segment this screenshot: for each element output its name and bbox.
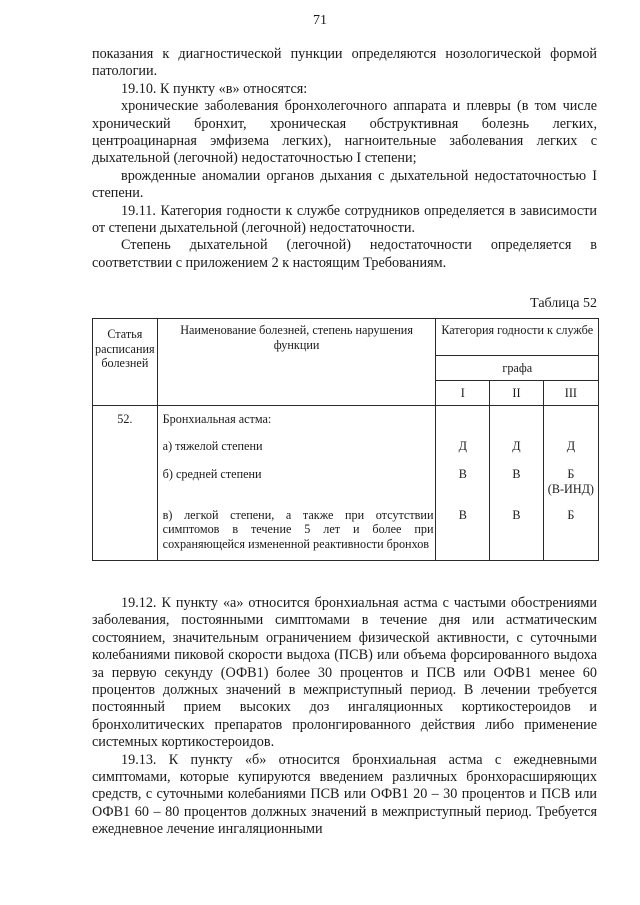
item-c-col-1: В	[458, 507, 467, 522]
item-b-col-1: В	[458, 467, 467, 482]
item-b-col-3-extra: (В-ИНД)	[547, 481, 594, 496]
item-a-name: а) тяжелой степени	[162, 438, 263, 453]
row-article: 52.	[93, 406, 158, 561]
table-header-row	[93, 319, 599, 356]
item-c-name: в) легкой степени, а также при отсутствии симптомов в течение 5 лет и более при сохраняющейся измененной реактивности бронхов	[162, 507, 434, 551]
item-b-name: б) средней степени	[162, 467, 262, 482]
item-a-col-2: Д	[512, 438, 521, 453]
item-a-col-3: Д	[566, 438, 576, 453]
bottom-text	[92, 595, 597, 839]
header-col-2: II	[490, 381, 544, 406]
header-col-1: I	[436, 381, 490, 406]
header-article: Статья расписания болезней	[93, 319, 158, 406]
item-b-col-2: В	[512, 467, 521, 482]
col-3-values	[543, 406, 598, 561]
item-c-col-3: Б	[567, 508, 575, 523]
item-a-col-1: Д	[458, 438, 467, 453]
paragraph-chronic-diseases: хронические заболевания бронхолегочного аппарата и плевры (в том числе хронический бронхит, хроническая обструктивная болезнь легких, центроацинарная эмфизема легких), нагноительные заболевания легких с дыхательной (легочной) недостаточностью I степени;	[92, 98, 597, 167]
table-caption: Таблица 52	[530, 296, 597, 311]
paragraph-degree: Степень дыхательной (легочной) недостаточности определяется в соответствии с приложением 2 к настоящим Требованиям.	[92, 237, 597, 271]
paragraph-continuation: показания к диагностической пункции определяются нозологической формой патологии.	[92, 46, 597, 80]
header-category: Категория годности к службе	[436, 319, 599, 356]
header-grafa: графа	[436, 356, 599, 381]
item-c-col-2: В	[512, 507, 521, 522]
paragraph-19-12: 19.12. К пункту «а» относится бронхиальная астма с частыми обострениями заболевания, постоянными симптомами в течение дня или астматическим состоянием, значительным ограничением физической активности, с суточными колебаниями пиковой скорости выдоха (ПСВ) или объема форсированного выдоха за первую секунду (ОФВ1) более 30 процентов и ПСВ или ОФВ1 менее 60 процентов должных значений в межприступный период. В лечении требуется постоянный прием высоких доз ингаляционных кортикостероидов и бронхолитических препаратов пролонгированного действия либо применение системных кортикостероидов.	[92, 595, 597, 751]
row-name-cell	[157, 406, 436, 561]
header-col-3: III	[543, 381, 598, 406]
paragraph-19-11: 19.11. Категория годности к службе сотрудников определяется в зависимости от степени дыхательной (легочной) недостаточности.	[92, 202, 597, 237]
item-b-col-3: Б	[567, 467, 575, 482]
row-title: Бронхиальная астма:	[162, 412, 272, 426]
col-2-values	[490, 406, 544, 561]
header-name: Наименование болезней, степень нарушения функции	[157, 319, 436, 406]
table-row	[93, 406, 599, 561]
page-number: 71	[313, 13, 327, 28]
paragraph-19-10: 19.10. К пункту «в» относятся:	[121, 80, 308, 97]
col-1-values	[436, 406, 490, 561]
intro-text	[92, 46, 597, 272]
paragraph-19-13: 19.13. К пункту «б» относится бронхиальная астма с ежедневными симптомами, которые купируются введением различных бронхорасширяющих средств, с суточными колебаниями ПСВ или ОФВ1 20 – 30 процентов и ПСВ или ОФВ1 60 – 80 процентов должных значений в межприступный период. Требуется ежедневное лечение ингаляционными	[92, 751, 597, 838]
paragraph-congenital-anomalies: врожденные аномалии органов дыхания с дыхательной недостаточностью I степени.	[92, 167, 597, 202]
disease-table	[92, 318, 599, 561]
